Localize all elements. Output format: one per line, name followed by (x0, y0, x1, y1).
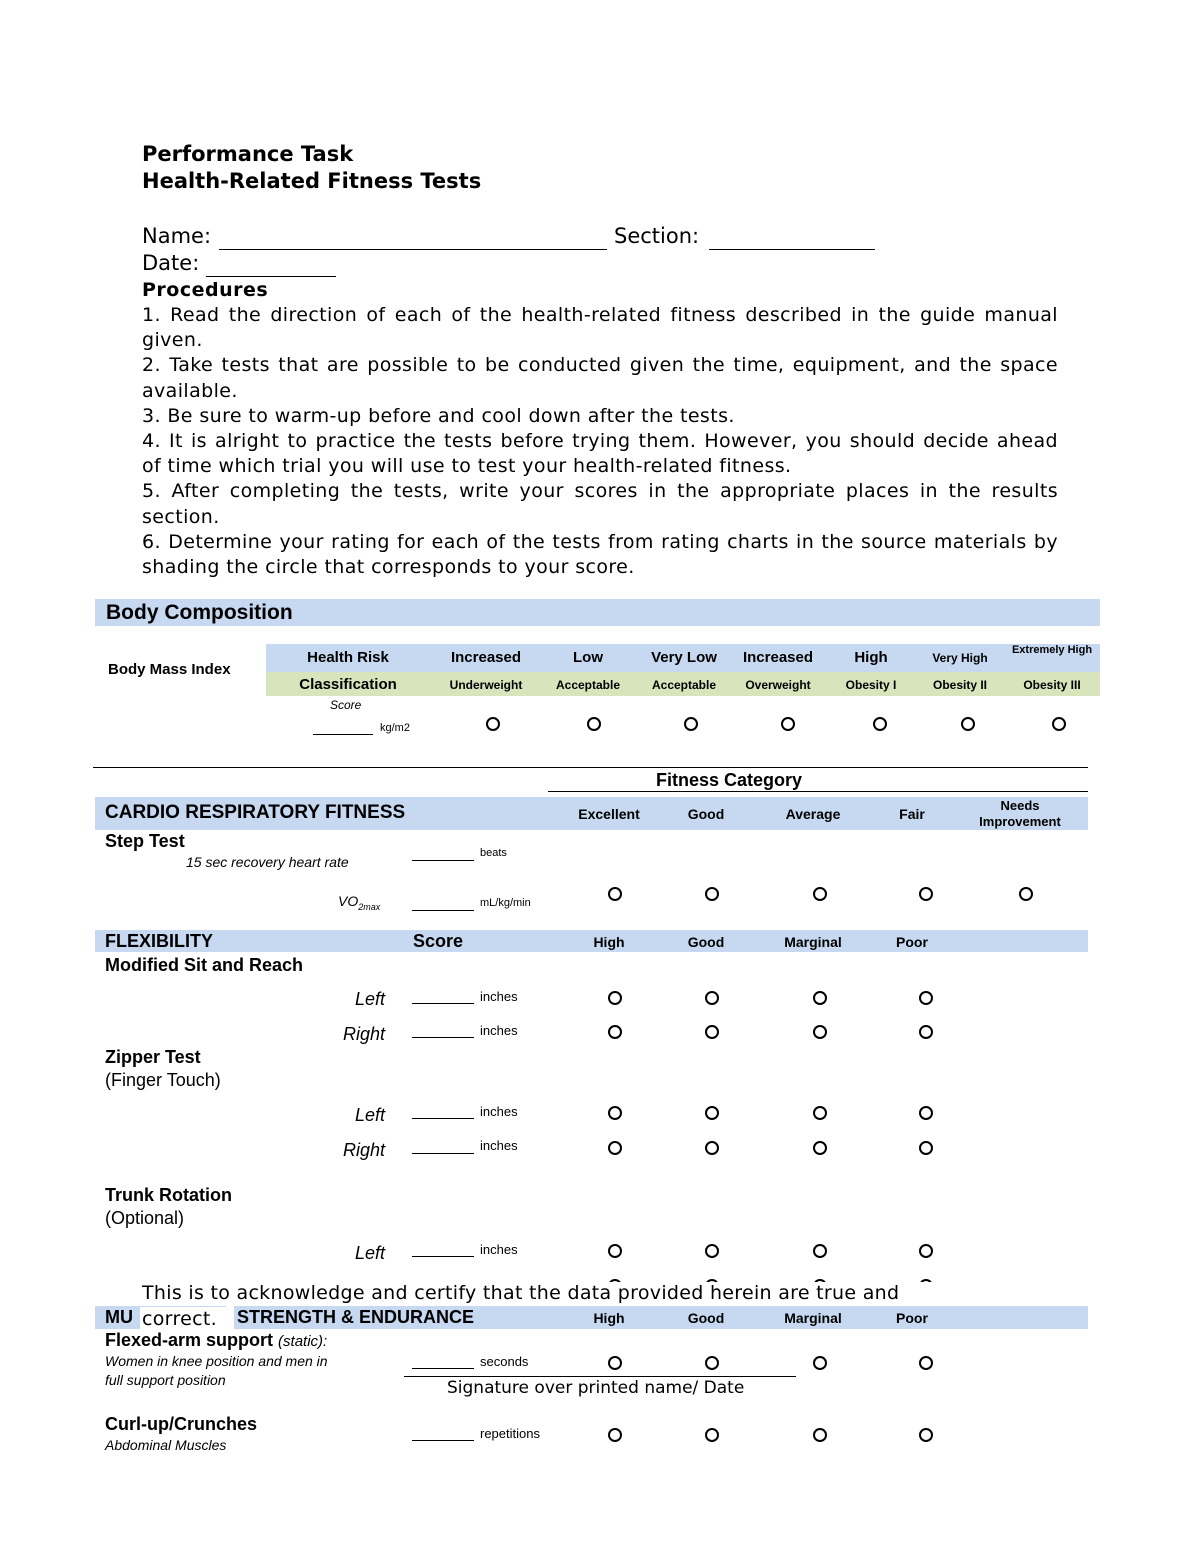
acknowledge-text: This is to acknowledge and certify that the data provided herein are true and (142, 1282, 900, 1304)
muscular-heading: STRENGTH & ENDURANCE (237, 1307, 475, 1327)
rating-circle[interactable] (919, 1106, 933, 1120)
risk-cell: Low (573, 649, 603, 666)
rating-circle[interactable] (705, 1356, 719, 1370)
rating-circle[interactable] (705, 887, 719, 901)
rating-circle[interactable] (684, 717, 698, 731)
page-subtitle: Health-Related Fitness Tests (142, 169, 482, 193)
curl-up-label: Curl-up/Crunches (105, 1414, 258, 1434)
hr-unit: beats (480, 847, 507, 859)
rating-circle[interactable] (919, 1428, 933, 1442)
rating-circle[interactable] (486, 717, 500, 731)
unit-label: inches (480, 1023, 518, 1038)
rating-circle[interactable] (705, 1106, 719, 1120)
acknowledge-text: correct. (142, 1308, 217, 1330)
class-cell: Acceptable (651, 678, 717, 692)
score-field[interactable] (412, 1003, 474, 1004)
rating-circle[interactable] (813, 1428, 827, 1442)
left-label: Left (355, 989, 386, 1009)
trunk-rotation-label: Trunk Rotation (105, 1185, 232, 1205)
score-label: Score (330, 698, 362, 712)
rating-circle[interactable] (705, 991, 719, 1005)
score-field[interactable] (412, 1368, 474, 1369)
rating-circle[interactable] (919, 1025, 933, 1039)
category-header: Good (687, 1310, 725, 1326)
rating-circle[interactable] (1019, 887, 1033, 901)
unit-label: inches (480, 989, 518, 1004)
category-header: Poor (896, 934, 928, 950)
risk-cell: Very High (932, 651, 988, 665)
rating-circle[interactable] (919, 887, 933, 901)
risk-cell: Increased (450, 649, 522, 666)
health-risk-label: Health Risk (307, 649, 389, 666)
procedure-step: 3. Be sure to warm-up before and cool down after the tests. (142, 404, 735, 427)
rating-circle[interactable] (813, 991, 827, 1005)
rating-circle[interactable] (587, 717, 601, 731)
left-label: Left (355, 1105, 386, 1125)
date-field[interactable] (206, 276, 336, 277)
rating-circle[interactable] (608, 1244, 622, 1258)
right-label: Right (343, 1024, 386, 1044)
bmi-label: Body Mass Index (108, 661, 231, 678)
divider (548, 791, 1088, 792)
rating-circle[interactable] (813, 1141, 827, 1155)
vo2-unit: mL/kg/min (480, 897, 531, 909)
category-header: High (593, 934, 625, 950)
flexed-arm-label: Flexed-arm support (static): (105, 1330, 328, 1350)
vo2-field[interactable] (412, 910, 474, 911)
procedure-step: 5. After completing the tests, write your scores in the appropriate places in the results section. (142, 480, 1058, 528)
category-header: Good (687, 806, 725, 822)
rating-circle[interactable] (919, 991, 933, 1005)
flexed-desc: full support position (105, 1372, 226, 1388)
unit-label: seconds (480, 1354, 529, 1369)
class-cell: Acceptable (555, 678, 621, 692)
procedure-step: 4. It is alright to practice the tests before trying them. However, you should decide ahead of time which trial you will use to test your health-related fitness. (142, 430, 1058, 478)
body-composition-heading: Body Composition (106, 601, 293, 624)
category-header: Average (785, 806, 841, 822)
left-label: Left (355, 1243, 386, 1263)
vo2-label: $VO_{2max}$ (338, 893, 381, 912)
rating-circle[interactable] (813, 1025, 827, 1039)
procedures-list (142, 303, 1058, 580)
rating-circle[interactable] (919, 1141, 933, 1155)
rating-circle[interactable] (705, 1428, 719, 1442)
procedure-step: 1. Read the direction of each of the health-related fitness described in the guide manual given. (142, 304, 1058, 352)
cardio-heading: CARDIO RESPIRATORY FITNESS (105, 802, 406, 823)
rating-circle[interactable] (1052, 717, 1066, 731)
rating-circle[interactable] (781, 717, 795, 731)
zipper-test-label: Zipper Test (105, 1047, 201, 1067)
risk-cell: Extremely High (1011, 644, 1093, 656)
class-cell: Overweight (745, 678, 811, 692)
score-field[interactable] (412, 1153, 474, 1154)
trunk-sub-label: (Optional) (105, 1208, 185, 1228)
rating-circle[interactable] (608, 1356, 622, 1370)
score-field[interactable] (412, 1037, 474, 1038)
step-test-label: Step Test (105, 831, 185, 851)
rating-circle[interactable] (608, 1025, 622, 1039)
rating-circle[interactable] (961, 717, 975, 731)
flexibility-heading: FLEXIBILITY (105, 931, 213, 951)
rating-circle[interactable] (813, 1244, 827, 1258)
category-header: Fair (899, 806, 925, 822)
signature-line[interactable] (404, 1376, 796, 1377)
score-field[interactable] (412, 1256, 474, 1257)
section-label: Section: (614, 224, 700, 248)
category-header: High (593, 1310, 625, 1326)
rating-circle[interactable] (608, 1428, 622, 1442)
classification-label: Classification (299, 676, 397, 693)
unit-label: inches (480, 1138, 518, 1153)
risk-cell: High (854, 649, 888, 666)
rating-circle[interactable] (813, 1356, 827, 1370)
procedures-heading: Procedures (142, 279, 269, 301)
rating-circle[interactable] (705, 1025, 719, 1039)
rating-circle[interactable] (608, 887, 622, 901)
rating-circle[interactable] (813, 1106, 827, 1120)
date-label: Date: (142, 251, 200, 275)
class-cell: Obesity I (845, 678, 897, 692)
section-field[interactable] (709, 249, 875, 250)
sit-reach-label: Modified Sit and Reach (105, 955, 304, 975)
unit-label: repetitions (480, 1426, 540, 1441)
right-label: Right (343, 1140, 386, 1160)
category-header: Poor (896, 1310, 928, 1326)
zipper-sub-label: (Finger Touch) (105, 1070, 221, 1090)
class-cell: Underweight (449, 678, 523, 692)
rating-circle[interactable] (873, 717, 887, 731)
category-header: Good (687, 934, 725, 950)
signature-label: Signature over printed name/ Date (447, 1378, 745, 1398)
rating-circle[interactable] (705, 1244, 719, 1258)
curl-up-sub: Abdominal Muscles (105, 1437, 227, 1453)
unit-label: inches (480, 1242, 518, 1257)
hr-field[interactable] (412, 860, 474, 861)
risk-cell: Very Low (651, 649, 717, 666)
class-cell: Obesity III (1023, 678, 1081, 692)
muscular-heading-prefix: MU (105, 1307, 133, 1327)
page-title: Performance Task (142, 142, 354, 166)
rating-circle[interactable] (608, 991, 622, 1005)
class-cell: Obesity II (932, 678, 988, 692)
procedure-step: 2. Take tests that are possible to be conducted given the time, equipment, and the space available. (142, 354, 1058, 402)
risk-cell: Increased (742, 649, 814, 666)
rating-circle[interactable] (813, 887, 827, 901)
fitness-category-label: Fitness Category (656, 770, 803, 790)
category-header: Marginal (784, 934, 842, 950)
rating-circle[interactable] (608, 1106, 622, 1120)
name-field[interactable] (219, 249, 607, 250)
rating-circle[interactable] (919, 1356, 933, 1370)
category-header: Excellent (578, 806, 640, 822)
flexed-desc: Women in knee position and men in (105, 1353, 328, 1369)
divider (93, 767, 1088, 768)
hr-label: 15 sec recovery heart rate (186, 854, 349, 870)
bmi-unit: kg/m2 (380, 722, 410, 734)
score-field[interactable] (412, 1118, 474, 1119)
bmi-score-field[interactable] (313, 734, 373, 735)
rating-circle[interactable] (608, 1141, 622, 1155)
score-field[interactable] (412, 1440, 474, 1441)
category-header: Marginal (784, 1310, 842, 1326)
category-header: Needs Improvement (979, 798, 1061, 829)
procedure-step: 6. Determine your rating for each of the tests from rating charts in the source materials by shading the circle that corresponds to your score. (142, 530, 1058, 579)
unit-label: inches (480, 1104, 518, 1119)
score-header: Score (413, 931, 464, 951)
name-label: Name: (142, 224, 212, 248)
rating-circle[interactable] (919, 1244, 933, 1258)
rating-circle[interactable] (705, 1141, 719, 1155)
